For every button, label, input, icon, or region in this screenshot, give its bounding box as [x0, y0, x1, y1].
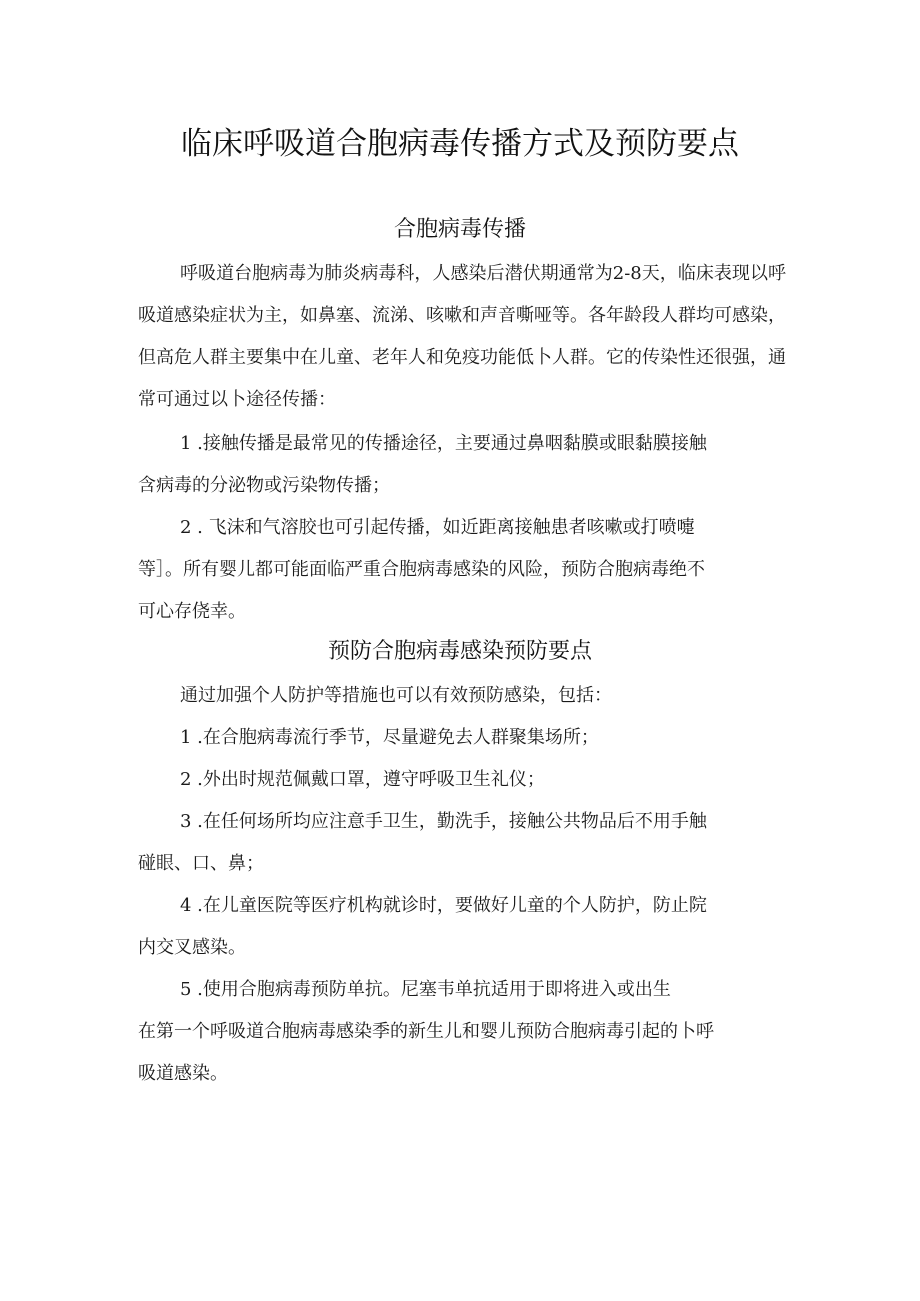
prevention-item-1: 1 .在合胞病毒流行季节，尽量避免去人群聚集场所； — [180, 727, 599, 748]
prevention-item-4-line-2: 内交叉感染。 — [138, 937, 246, 958]
prevention-item-5-line-1: 5 .使用合胞病毒预防单抗。尼塞韦单抗适用于即将进入或出生 — [180, 979, 671, 1000]
transmission-item-2-line-2: 等］。所有婴儿都可能面临严重合胞病毒感染的风险，预防合胞病毒绝不 — [138, 559, 705, 580]
transmission-intro-paragraph: 呼吸道台胞病毒为肺炎病毒科，人感染后潜伏期通常为2-8天，临床表现以呼吸道感染症状为主，如鼻塞、流涕、咳嗽和声音嘶哑等。各年龄段人群均可感染，但高危人群主要集中在儿童、老年人和免疫功能低卜人群。它的传染性还很强，通常可通过以卜途径传播： — [138, 263, 786, 410]
prevention-item-3-line-2: 碰眼、口、鼻； — [138, 853, 264, 874]
document-title: 临床呼吸道合胞病毒传播方式及预防要点 — [181, 126, 739, 162]
section-heading-prevention: 预防合胞病毒感染预防要点 — [327, 639, 592, 664]
prevention-item-5-line-3: 吸道感染。 — [138, 1063, 228, 1084]
prevention-item-3-line-1: 3 .在任何场所均应注意手卫生，勤洗手，接触公共物品后不用手触 — [180, 811, 707, 832]
prevention-item-2: 2 .外出时规范佩戴口罩，遵守呼吸卫生礼仪； — [180, 769, 545, 790]
prevention-intro: 通过加强个人防护等措施也可以有效预防感染，包括： — [180, 685, 612, 706]
transmission-item-1-line-2: 含病毒的分泌物或污染物传播； — [138, 475, 390, 496]
prevention-item-4-line-1: 4 .在儿童医院等医疗机构就诊时，要做好儿童的个人防护，防止院 — [180, 895, 707, 916]
transmission-item-2-line-3: 可心存侥幸。 — [138, 601, 246, 622]
section-heading-transmission: 合胞病毒传播 — [393, 217, 526, 242]
transmission-item-2-line-1: 2 . 飞沫和气溶胶也可引起传播，如近距离接触患者咳嗽或打喷嚏 — [180, 517, 695, 538]
prevention-item-5-line-2: 在第一个呼吸道合胞病毒感染季的新生儿和婴儿预防合胞病毒引起的卜呼 — [138, 1021, 714, 1042]
transmission-item-1-line-1: 1 .接触传播是最常见的传播途径，主要通过鼻咽黏膜或眼黏膜接触 — [180, 433, 707, 454]
